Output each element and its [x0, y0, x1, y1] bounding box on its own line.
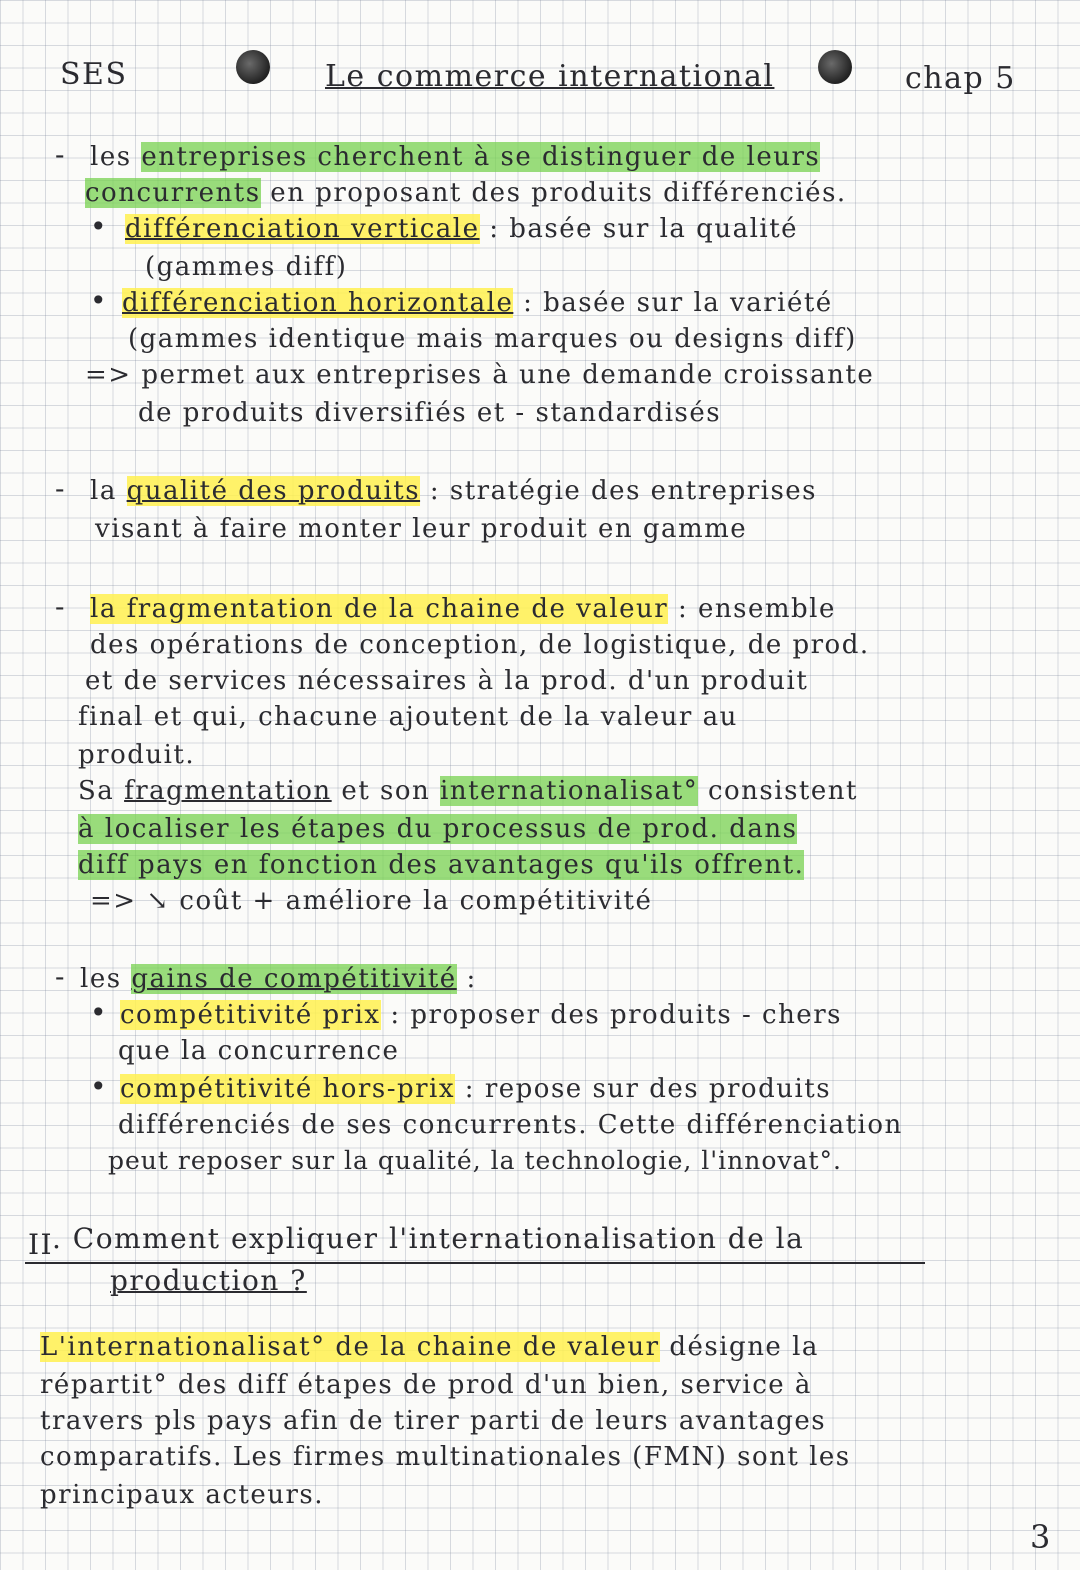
section-number: II: [28, 1228, 54, 1261]
text-line: travers pls pays afin de tirer parti de leurs avantages: [40, 1406, 827, 1436]
text-line: les gains de compétitivité :: [80, 964, 477, 994]
text-line: comparatifs. Les firmes multinationales (FMN) sont les: [40, 1442, 851, 1472]
text-line: concurrents en proposant des produits différenciés.: [85, 178, 847, 208]
text-line: des opérations de conception, de logistique, de prod.: [90, 630, 870, 660]
text-line: final et qui, chacune ajoutent de la valeur au: [78, 702, 738, 732]
dash-bullet: -: [55, 960, 65, 993]
text-line: de produits diversifiés et - standardisés: [138, 398, 722, 428]
binder-hole-right: [818, 50, 852, 84]
text-line: et de services nécessaires à la prod. d'un produit: [85, 666, 809, 696]
text-line: Sa fragmentation et son internationalisat° consistent: [78, 776, 858, 806]
text-line: visant à faire monter leur produit en gamme: [95, 514, 748, 544]
dash-bullet: -: [55, 590, 65, 623]
text-line: compétitivité prix : proposer des produits - chers: [120, 1000, 842, 1030]
page-number: 3: [1030, 1518, 1052, 1556]
text-line: principaux acteurs.: [40, 1480, 325, 1510]
text-line: différenciation horizontale : basée sur la variété: [122, 288, 833, 318]
dot-bullet: •: [90, 1070, 107, 1103]
dot-bullet: •: [90, 996, 107, 1029]
subject-label: SES: [60, 57, 128, 92]
text-line: => ↘ coût + améliore la compétitivité: [90, 886, 653, 916]
dash-bullet: -: [55, 138, 65, 171]
text-line: (gammes diff): [145, 252, 348, 282]
text-line: peut reposer sur la qualité, la technologie, l'innovat°.: [108, 1146, 842, 1175]
text-line: répartit° des diff étapes de prod d'un bien, service à: [40, 1370, 812, 1400]
text-line: les entreprises cherchent à se distinguer de leurs: [90, 142, 821, 172]
section-title-cont: production ?: [110, 1264, 307, 1297]
text-line: à localiser les étapes du processus de prod. dans: [78, 814, 798, 844]
dot-bullet: •: [90, 284, 107, 317]
text-line: différenciation verticale : basée sur la qualité: [125, 214, 799, 244]
binder-hole-left: [236, 50, 270, 84]
text-line: compétitivité hors-prix : repose sur des produits: [120, 1074, 832, 1104]
text-line: produit.: [78, 740, 196, 770]
text-line: la qualité des produits : stratégie des entreprises: [90, 476, 818, 506]
text-line: => permet aux entreprises à une demande croissante: [85, 360, 875, 390]
text-line: la fragmentation de la chaine de valeur : ensemble: [90, 594, 836, 624]
text-line: diff pays en fonction des avantages qu'ils offrent.: [78, 850, 805, 880]
text-line: L'internationalisat° de la chaine de valeur désigne la: [40, 1332, 819, 1362]
text-line: différenciés de ses concurrents. Cette différenciation: [118, 1110, 903, 1140]
chapter-label: chap 5: [905, 61, 1016, 96]
text-line: (gammes identique mais marques ou designs diff): [128, 324, 857, 354]
text-line: que la concurrence: [118, 1036, 400, 1066]
dot-bullet: •: [90, 210, 107, 243]
dash-bullet: -: [55, 472, 65, 505]
page-title: Le commerce international: [325, 59, 775, 94]
section-title: . Comment expliquer l'internationalisation de la: [52, 1222, 805, 1255]
